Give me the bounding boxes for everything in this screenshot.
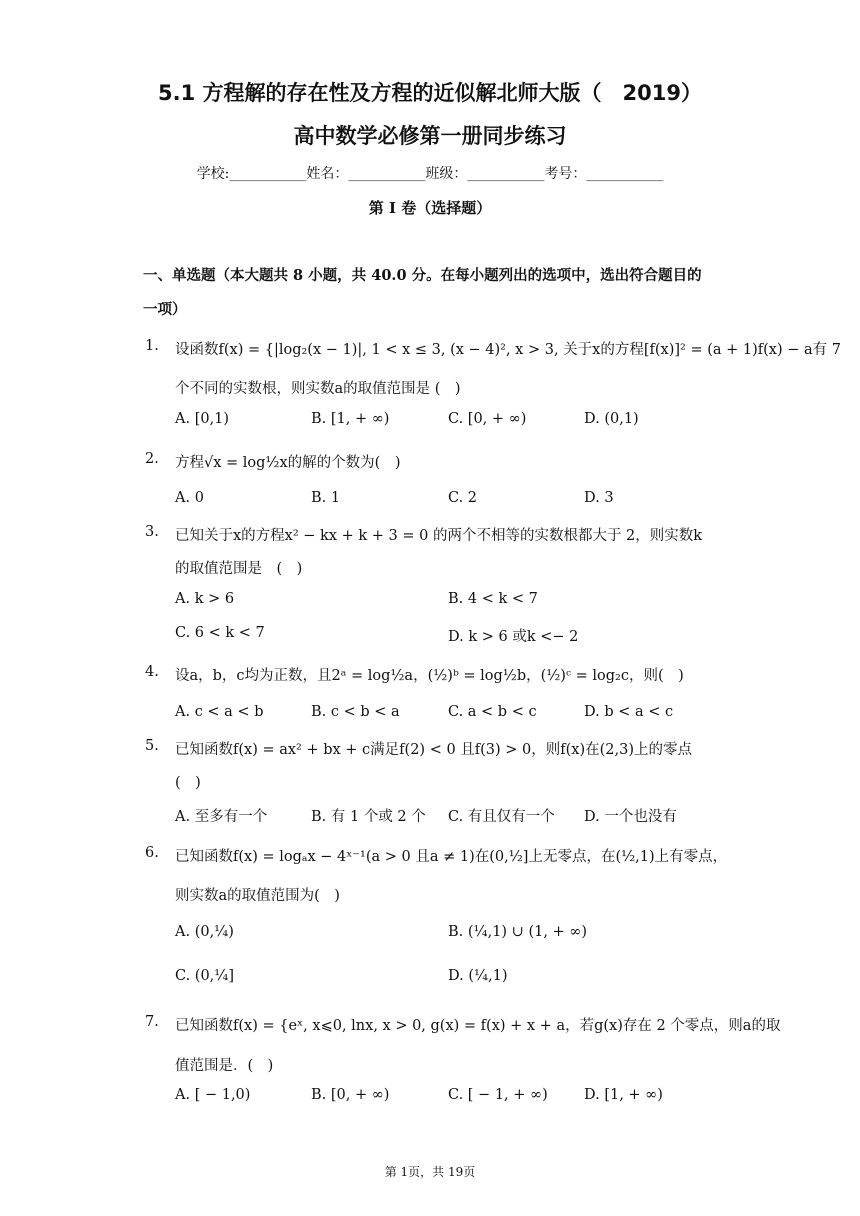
option-b[interactable]: B. [1, + ∞) [311,411,390,427]
option-d[interactable]: D. (0,1) [584,411,639,427]
option-d[interactable]: D. [1, + ∞) [584,1087,663,1103]
option-c[interactable]: C. (0,¼] [175,968,234,984]
option-b[interactable]: B. 1 [311,490,341,506]
option-d[interactable]: D. (¼,1) [448,968,508,984]
student-info-line: 学校:___________姓名：___________班级：___________考号：___________ [196,166,664,182]
option-a[interactable]: A. [ − 1,0) [175,1087,251,1103]
option-a[interactable]: A. 至多有一个 [175,809,268,825]
option-a[interactable]: A. 0 [175,490,204,506]
question-text: 设函数f(x) = {|log₂(x − 1)|, 1 < x ≤ 3, (x − 4)², x > 3, 关于x的方程[f(x)]² = (a + 1)f(x) − a有 7 [175,342,841,358]
question-text: 已知函数f(x) = logₐx − 4ˣ⁻¹(a > 0 且a ≠ 1)在(0,½]上无零点，在(½,1)上有零点， [175,849,728,865]
option-c[interactable]: C. [0, + ∞) [448,411,527,427]
option-c[interactable]: C. 2 [448,490,478,506]
option-c[interactable]: C. 有且仅有一个 [448,809,555,825]
question-number: 1. [145,338,159,354]
option-d[interactable]: D. 一个也没有 [584,809,677,825]
question-text-cont: ( ) [175,775,201,791]
option-b[interactable]: B. 4 < k < 7 [448,591,538,607]
question-text: 已知关于x的方程x² − kx + k + 3 = 0 的两个不相等的实数根都大于 2，则实数k [175,528,703,544]
option-c[interactable]: C. 6 < k < 7 [175,625,265,641]
question-number: 7. [145,1014,159,1030]
question-text-cont: 值范围是．( ) [175,1058,274,1074]
question-text: 已知函数f(x) = {eˣ, x⩽0, lnx, x > 0, g(x) = f(x) + x + a，若g(x)存在 2 个零点，则a的取 [175,1018,781,1034]
question-text-cont: 的取值范围是 ( ) [175,561,303,577]
section-heading-cont: 一项） [143,301,187,318]
title-line-2: 高中数学必修第一册同步练习 [293,124,567,148]
option-c[interactable]: C. a < b < c [448,704,537,720]
option-b[interactable]: B. (¼,1) ∪ (1, + ∞) [448,924,588,940]
option-d[interactable]: D. 3 [584,490,614,506]
section-heading: 一、单选题（本大题共 8 小题，共 40.0 分。在每小题列出的选项中，选出符合题目的 [143,267,702,284]
question-number: 3. [145,524,159,540]
question-number: 5. [145,738,159,754]
option-b[interactable]: B. 有 1 个或 2 个 [311,809,426,825]
question-text-cont: 个不同的实数根，则实数a的取值范围是 ( ) [175,381,461,397]
option-d[interactable]: D. b < a < c [584,704,674,720]
option-a[interactable]: A. c < a < b [175,704,264,720]
question-number: 6. [145,845,159,861]
option-a[interactable]: A. k > 6 [175,591,235,607]
option-d[interactable]: D. k > 6 或k <− 2 [448,629,579,645]
question-text: 设a，b，c均为正数，且2ᵃ = log½a，(½)ᵇ = log½b，(½)ᶜ = log₂c，则( ) [175,668,684,684]
option-b[interactable]: B. [0, + ∞) [311,1087,390,1103]
question-number: 2. [145,451,159,467]
question-text: 方程√x = log½x的解的个数为( ) [175,455,401,471]
option-a[interactable]: A. [0,1) [175,411,230,427]
option-c[interactable]: C. [ − 1, + ∞) [448,1087,548,1103]
volume-heading: 第 I 卷（选择题） [368,199,492,217]
title-line-1: 5.1 方程解的存在性及方程的近似解北师大版（ 2019） [158,81,702,105]
question-text: 已知函数f(x) = ax² + bx + c满足f(2) < 0 且f(3) > 0，则f(x)在(2,3)上的零点 [175,742,693,758]
question-number: 4. [145,664,159,680]
question-text-cont: 则实数a的取值范围为( ) [175,888,340,904]
option-a[interactable]: A. (0,¼) [175,924,234,940]
page-footer: 第 1页，共 19页 [384,1165,476,1179]
option-b[interactable]: B. c < b < a [311,704,400,720]
